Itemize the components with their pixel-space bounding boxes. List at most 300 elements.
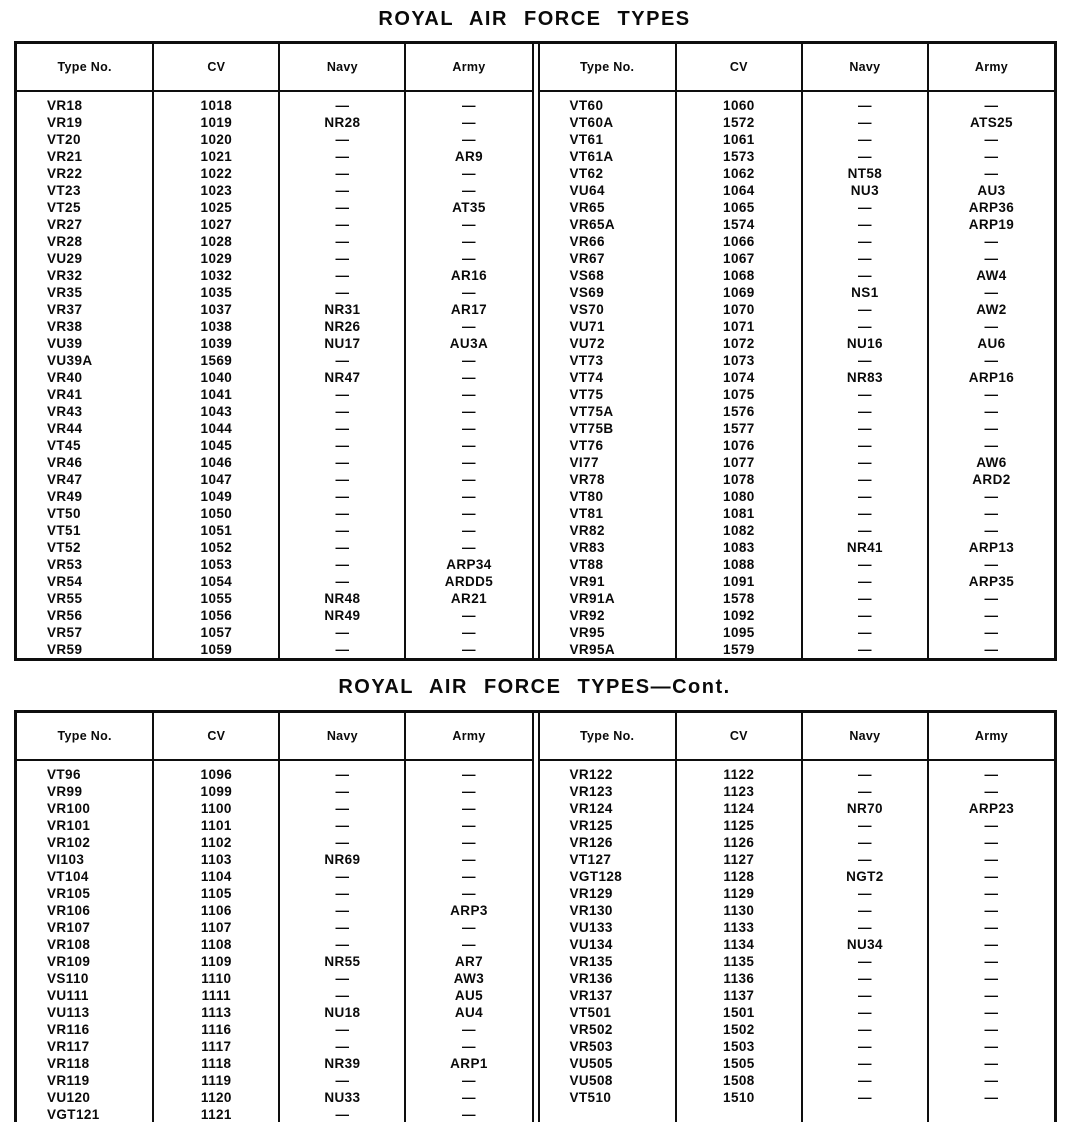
cv-cell: 1032 — [153, 267, 279, 284]
army-cell: — — [984, 625, 999, 640]
army-cell: ARP35 — [968, 574, 1015, 589]
navy-cell: — — [279, 216, 405, 233]
cv-cell: 1135 — [676, 953, 802, 970]
army-cell: — — [462, 1039, 476, 1054]
cv-cell: 1125 — [676, 817, 802, 834]
navy-cell: — — [802, 817, 928, 834]
army-cell: — — [984, 438, 999, 453]
army-cell: — — [462, 217, 476, 232]
navy-cell: NR41 — [802, 539, 928, 556]
army-cell: — — [984, 285, 999, 300]
table-row — [540, 590, 1055, 607]
table-row — [540, 131, 1055, 148]
cv-cell: 1118 — [153, 1055, 279, 1072]
table-row — [540, 250, 1055, 267]
cv-cell: 1133 — [676, 919, 802, 936]
type-no-cell: VR502 — [540, 1021, 676, 1038]
col-header-army: Army — [928, 713, 1054, 760]
type-no-cell: VU120 — [17, 1089, 153, 1106]
table-row — [17, 505, 532, 522]
table-row — [540, 454, 1055, 471]
type-no-cell: VR124 — [540, 800, 676, 817]
army-cell: ARP19 — [968, 217, 1015, 232]
table-row — [540, 970, 1055, 987]
type-no-cell: VT80 — [540, 488, 676, 505]
army-cell: AR16 — [450, 268, 488, 283]
navy-cell: NU34 — [802, 936, 928, 953]
table-row — [540, 919, 1055, 936]
army-cell: — — [462, 404, 476, 419]
cv-cell: 1060 — [676, 91, 802, 114]
table-row — [540, 233, 1055, 250]
navy-cell: — — [802, 760, 928, 783]
navy-cell: — — [802, 131, 928, 148]
army-cell: — — [462, 455, 476, 470]
type-no-cell: VR119 — [17, 1072, 153, 1089]
type-no-cell: VT75B — [540, 420, 676, 437]
army-cell: — — [462, 835, 476, 850]
table-row — [17, 851, 532, 868]
type-no-cell: VR46 — [17, 454, 153, 471]
type-no-cell: VT61A — [540, 148, 676, 165]
table-row — [17, 1021, 532, 1038]
army-cell: — — [462, 920, 476, 935]
table-row — [540, 1106, 1055, 1122]
table-row — [540, 284, 1055, 301]
army-cell: — — [984, 132, 999, 147]
table-row — [17, 91, 532, 114]
type-no-cell: VR27 — [17, 216, 153, 233]
table-row — [17, 216, 532, 233]
army-cell: ARP1 — [450, 1056, 488, 1071]
navy-cell: — — [279, 165, 405, 182]
cv-cell: 1028 — [153, 233, 279, 250]
navy-cell: — — [802, 590, 928, 607]
cv-cell: 1061 — [676, 131, 802, 148]
army-cell: — — [462, 132, 476, 147]
army-cell: AW2 — [976, 302, 1007, 317]
type-no-cell: VR101 — [17, 817, 153, 834]
table-row — [17, 817, 532, 834]
type-no-cell: VU113 — [17, 1004, 153, 1021]
type-no-cell: VU508 — [540, 1072, 676, 1089]
cv-cell: 1019 — [153, 114, 279, 131]
army-cell: — — [462, 98, 476, 113]
cv-cell: 1510 — [676, 1089, 802, 1106]
table-row — [540, 165, 1055, 182]
cv-cell: 1055 — [153, 590, 279, 607]
table-row — [540, 318, 1055, 335]
cv-cell: 1046 — [153, 454, 279, 471]
army-cell: — — [984, 421, 999, 436]
type-no-cell: VR65A — [540, 216, 676, 233]
navy-cell: — — [802, 1055, 928, 1072]
cv-cell: 1078 — [676, 471, 802, 488]
navy-cell: NR31 — [279, 301, 405, 318]
table-row — [540, 885, 1055, 902]
type-no-cell: VR135 — [540, 953, 676, 970]
navy-cell: — — [802, 352, 928, 369]
cv-cell: 1124 — [676, 800, 802, 817]
army-cell: — — [984, 1022, 999, 1037]
navy-cell: — — [279, 539, 405, 556]
army-cell: — — [462, 642, 476, 657]
cv-cell: 1049 — [153, 488, 279, 505]
type-no-cell: VR40 — [17, 369, 153, 386]
navy-cell: — — [279, 1038, 405, 1055]
navy-cell: — — [279, 420, 405, 437]
army-cell: — — [984, 920, 999, 935]
cv-cell: 1117 — [153, 1038, 279, 1055]
cv-cell: 1053 — [153, 556, 279, 573]
navy-cell: — — [802, 403, 928, 420]
table-row — [17, 936, 532, 953]
type-no-cell: VR130 — [540, 902, 676, 919]
navy-cell: NS1 — [802, 284, 928, 301]
cv-cell: 1129 — [676, 885, 802, 902]
navy-cell: — — [802, 148, 928, 165]
army-cell: — — [462, 784, 476, 799]
type-no-cell: VU72 — [540, 335, 676, 352]
army-cell: — — [984, 988, 999, 1003]
type-no-cell: VR38 — [17, 318, 153, 335]
cv-cell: 1035 — [153, 284, 279, 301]
army-cell: — — [984, 971, 999, 986]
navy-cell: — — [279, 1021, 405, 1038]
navy-cell: — — [802, 233, 928, 250]
raf-types-cont-right-grid — [540, 713, 1055, 1122]
col-header-navy: Navy — [279, 44, 405, 91]
type-no-cell: VR28 — [17, 233, 153, 250]
type-no-cell: VGT128 — [540, 868, 676, 885]
cv-cell: 1103 — [153, 851, 279, 868]
type-no-cell: VR116 — [17, 1021, 153, 1038]
table-row — [540, 1004, 1055, 1021]
center-divider — [532, 713, 540, 1122]
table-row — [17, 369, 532, 386]
table-row — [540, 148, 1055, 165]
type-no-cell: VU134 — [540, 936, 676, 953]
cv-cell: 1027 — [153, 216, 279, 233]
type-no-cell: VR503 — [540, 1038, 676, 1055]
header-row — [17, 44, 532, 91]
navy-cell: NR49 — [279, 607, 405, 624]
type-no-cell: VR125 — [540, 817, 676, 834]
table-row — [540, 352, 1055, 369]
type-no-cell: VT96 — [17, 760, 153, 783]
type-no-cell: VR91A — [540, 590, 676, 607]
navy-cell: NU18 — [279, 1004, 405, 1021]
cv-cell: 1578 — [676, 590, 802, 607]
navy-cell: NU16 — [802, 335, 928, 352]
navy-cell: — — [802, 953, 928, 970]
navy-cell: — — [279, 987, 405, 1004]
cv-cell: 1064 — [676, 182, 802, 199]
type-no-cell: VR37 — [17, 301, 153, 318]
table-row — [17, 437, 532, 454]
type-no-cell: VR32 — [17, 267, 153, 284]
cv-cell: 1502 — [676, 1021, 802, 1038]
cv-cell: 1025 — [153, 199, 279, 216]
type-no-cell: VR59 — [17, 641, 153, 658]
table-row — [17, 403, 532, 420]
type-no-cell: VGT121 — [17, 1106, 153, 1122]
raf-types-table-right-half — [540, 44, 1055, 658]
cv-cell: 1072 — [676, 335, 802, 352]
type-no-cell: VR107 — [17, 919, 153, 936]
col-header-type-no: Type No. — [540, 44, 676, 91]
type-no-cell: VS110 — [17, 970, 153, 987]
type-no-cell: VU39A — [17, 352, 153, 369]
army-cell: — — [984, 1056, 999, 1071]
type-no-cell: VR136 — [540, 970, 676, 987]
table-row — [17, 885, 532, 902]
navy-cell: — — [279, 885, 405, 902]
table-row — [540, 987, 1055, 1004]
cv-cell: 1110 — [153, 970, 279, 987]
army-cell: ARD2 — [972, 472, 1011, 487]
navy-cell: — — [279, 641, 405, 658]
type-no-cell: VT51 — [17, 522, 153, 539]
cv-cell: 1077 — [676, 454, 802, 471]
table-row — [17, 335, 532, 352]
cv-cell: 1020 — [153, 131, 279, 148]
cv-cell: 1107 — [153, 919, 279, 936]
table-row — [17, 131, 532, 148]
army-cell: — — [462, 472, 476, 487]
navy-cell: — — [279, 505, 405, 522]
table-row — [17, 1055, 532, 1072]
table-row — [17, 624, 532, 641]
army-cell: ARP13 — [968, 540, 1015, 555]
navy-cell: NU3 — [802, 182, 928, 199]
table-row — [17, 1106, 532, 1122]
table-row — [540, 573, 1055, 590]
army-cell: — — [462, 438, 476, 453]
table-row — [540, 607, 1055, 624]
cv-cell: 1022 — [153, 165, 279, 182]
navy-cell: — — [802, 556, 928, 573]
table-row — [17, 165, 532, 182]
army-cell: AW3 — [453, 971, 485, 986]
cv-cell: 1082 — [676, 522, 802, 539]
cv-cell: 1023 — [153, 182, 279, 199]
type-no-cell: VT75 — [540, 386, 676, 403]
type-no-cell: VR129 — [540, 885, 676, 902]
table-row — [540, 1072, 1055, 1089]
type-no-cell: VT76 — [540, 437, 676, 454]
navy-cell: — — [802, 902, 928, 919]
table-row — [540, 783, 1055, 800]
navy-cell: — — [279, 817, 405, 834]
table-row — [540, 369, 1055, 386]
navy-cell: — — [279, 919, 405, 936]
navy-cell: — — [802, 199, 928, 216]
table-row — [540, 851, 1055, 868]
cv-cell: 1130 — [676, 902, 802, 919]
cv-cell: 1038 — [153, 318, 279, 335]
cv-cell: 1050 — [153, 505, 279, 522]
cv-cell: 1040 — [153, 369, 279, 386]
navy-cell: — — [279, 902, 405, 919]
type-no-cell: VR55 — [17, 590, 153, 607]
army-cell: — — [984, 937, 999, 952]
col-header-army: Army — [405, 44, 531, 91]
cv-cell: 1119 — [153, 1072, 279, 1089]
cv-cell: 1503 — [676, 1038, 802, 1055]
center-divider — [532, 44, 540, 658]
type-no-cell: VR54 — [17, 573, 153, 590]
army-cell: — — [984, 353, 999, 368]
table-row — [17, 284, 532, 301]
army-cell: — — [462, 166, 476, 181]
army-cell: — — [984, 251, 999, 266]
type-no-cell: VR22 — [17, 165, 153, 182]
army-cell: AT35 — [452, 200, 486, 215]
army-cell: — — [462, 801, 476, 816]
army-cell: — — [462, 1073, 476, 1088]
section1-title: ROYAL AIR FORCE TYPES — [378, 8, 691, 30]
army-cell: — — [462, 234, 476, 249]
navy-cell: — — [802, 607, 928, 624]
navy-cell: — — [279, 522, 405, 539]
army-cell: — — [462, 608, 476, 623]
table-row — [540, 216, 1055, 233]
table-row — [540, 437, 1055, 454]
army-cell: — — [984, 166, 999, 181]
army-cell: — — [984, 489, 999, 504]
army-cell: — — [984, 387, 999, 402]
navy-cell: NU17 — [279, 335, 405, 352]
col-header-cv: CV — [153, 713, 279, 760]
army-cell: AU3A — [449, 336, 489, 351]
navy-cell: — — [279, 91, 405, 114]
cv-cell: 1062 — [676, 165, 802, 182]
type-no-cell: VT127 — [540, 851, 676, 868]
type-no-cell: VR44 — [17, 420, 153, 437]
table-row — [540, 800, 1055, 817]
cv-cell: 1083 — [676, 539, 802, 556]
type-no-cell: VI103 — [17, 851, 153, 868]
army-cell: — — [462, 1107, 476, 1122]
table-row — [540, 114, 1055, 131]
type-no-cell: VR83 — [540, 539, 676, 556]
table-row — [17, 420, 532, 437]
cv-cell: 1065 — [676, 199, 802, 216]
table-row — [17, 987, 532, 1004]
cv-cell: 1076 — [676, 437, 802, 454]
type-no-cell — [540, 1106, 676, 1122]
army-cell: ARDD5 — [444, 574, 494, 589]
navy-cell: — — [279, 760, 405, 783]
table-row — [17, 607, 532, 624]
type-no-cell: VT75A — [540, 403, 676, 420]
col-header-navy: Navy — [802, 713, 928, 760]
type-no-cell: VR95 — [540, 624, 676, 641]
raf-types-cont-table-left-half — [17, 713, 532, 1122]
cv-cell: 1576 — [676, 403, 802, 420]
army-cell: — — [984, 835, 999, 850]
army-cell: — — [984, 591, 999, 606]
table-row — [540, 267, 1055, 284]
cv-cell: 1095 — [676, 624, 802, 641]
army-cell: AW4 — [976, 268, 1007, 283]
navy-cell: — — [802, 987, 928, 1004]
army-cell: ARP34 — [446, 557, 492, 572]
table-row — [540, 868, 1055, 885]
type-no-cell: VT23 — [17, 182, 153, 199]
cv-cell: 1074 — [676, 369, 802, 386]
army-cell: — — [462, 852, 476, 867]
navy-cell: NR26 — [279, 318, 405, 335]
army-cell: ARP23 — [968, 801, 1015, 816]
cv-cell: 1508 — [676, 1072, 802, 1089]
type-no-cell: VT52 — [17, 539, 153, 556]
type-no-cell: VT62 — [540, 165, 676, 182]
navy-cell: — — [802, 250, 928, 267]
cv-cell: 1113 — [153, 1004, 279, 1021]
army-cell: — — [462, 370, 476, 385]
type-no-cell: VT104 — [17, 868, 153, 885]
section2-title: ROYAL AIR FORCE TYPES—Cont. — [338, 676, 731, 698]
table-row — [540, 760, 1055, 783]
navy-cell: NT58 — [802, 165, 928, 182]
col-header-type-no: Type No. — [17, 713, 153, 760]
army-cell: — — [984, 869, 999, 884]
cv-cell: 1102 — [153, 834, 279, 851]
table-row — [540, 335, 1055, 352]
army-cell: — — [984, 98, 999, 113]
table-row — [540, 1021, 1055, 1038]
navy-cell: — — [802, 573, 928, 590]
type-no-cell: VT74 — [540, 369, 676, 386]
type-no-cell: VU64 — [540, 182, 676, 199]
army-cell: — — [462, 183, 476, 198]
table-row — [17, 970, 532, 987]
header-row — [17, 713, 532, 760]
table-row — [17, 114, 532, 131]
army-cell: ARP3 — [450, 903, 488, 918]
type-no-cell: VR19 — [17, 114, 153, 131]
type-no-cell: VR99 — [17, 783, 153, 800]
army-cell: — — [462, 523, 476, 538]
table-row — [17, 386, 532, 403]
cv-cell: 1073 — [676, 352, 802, 369]
cv-cell: 1123 — [676, 783, 802, 800]
type-no-cell: VT50 — [17, 505, 153, 522]
navy-cell: — — [802, 386, 928, 403]
table-row — [17, 556, 532, 573]
navy-cell: — — [802, 522, 928, 539]
col-header-cv: CV — [676, 713, 802, 760]
army-cell: AR7 — [454, 954, 484, 969]
table-row — [17, 641, 532, 658]
table-row — [540, 817, 1055, 834]
army-cell: — — [462, 421, 476, 436]
table-row — [17, 318, 532, 335]
cv-cell: 1134 — [676, 936, 802, 953]
type-no-cell: VR105 — [17, 885, 153, 902]
navy-cell: — — [802, 91, 928, 114]
navy-cell: — — [802, 488, 928, 505]
army-cell: — — [984, 149, 999, 164]
table-row — [540, 488, 1055, 505]
table-row — [540, 1055, 1055, 1072]
type-no-cell: VT61 — [540, 131, 676, 148]
raf-types-cont-left-grid — [17, 713, 532, 1122]
cv-cell: 1044 — [153, 420, 279, 437]
type-no-cell: VR95A — [540, 641, 676, 658]
